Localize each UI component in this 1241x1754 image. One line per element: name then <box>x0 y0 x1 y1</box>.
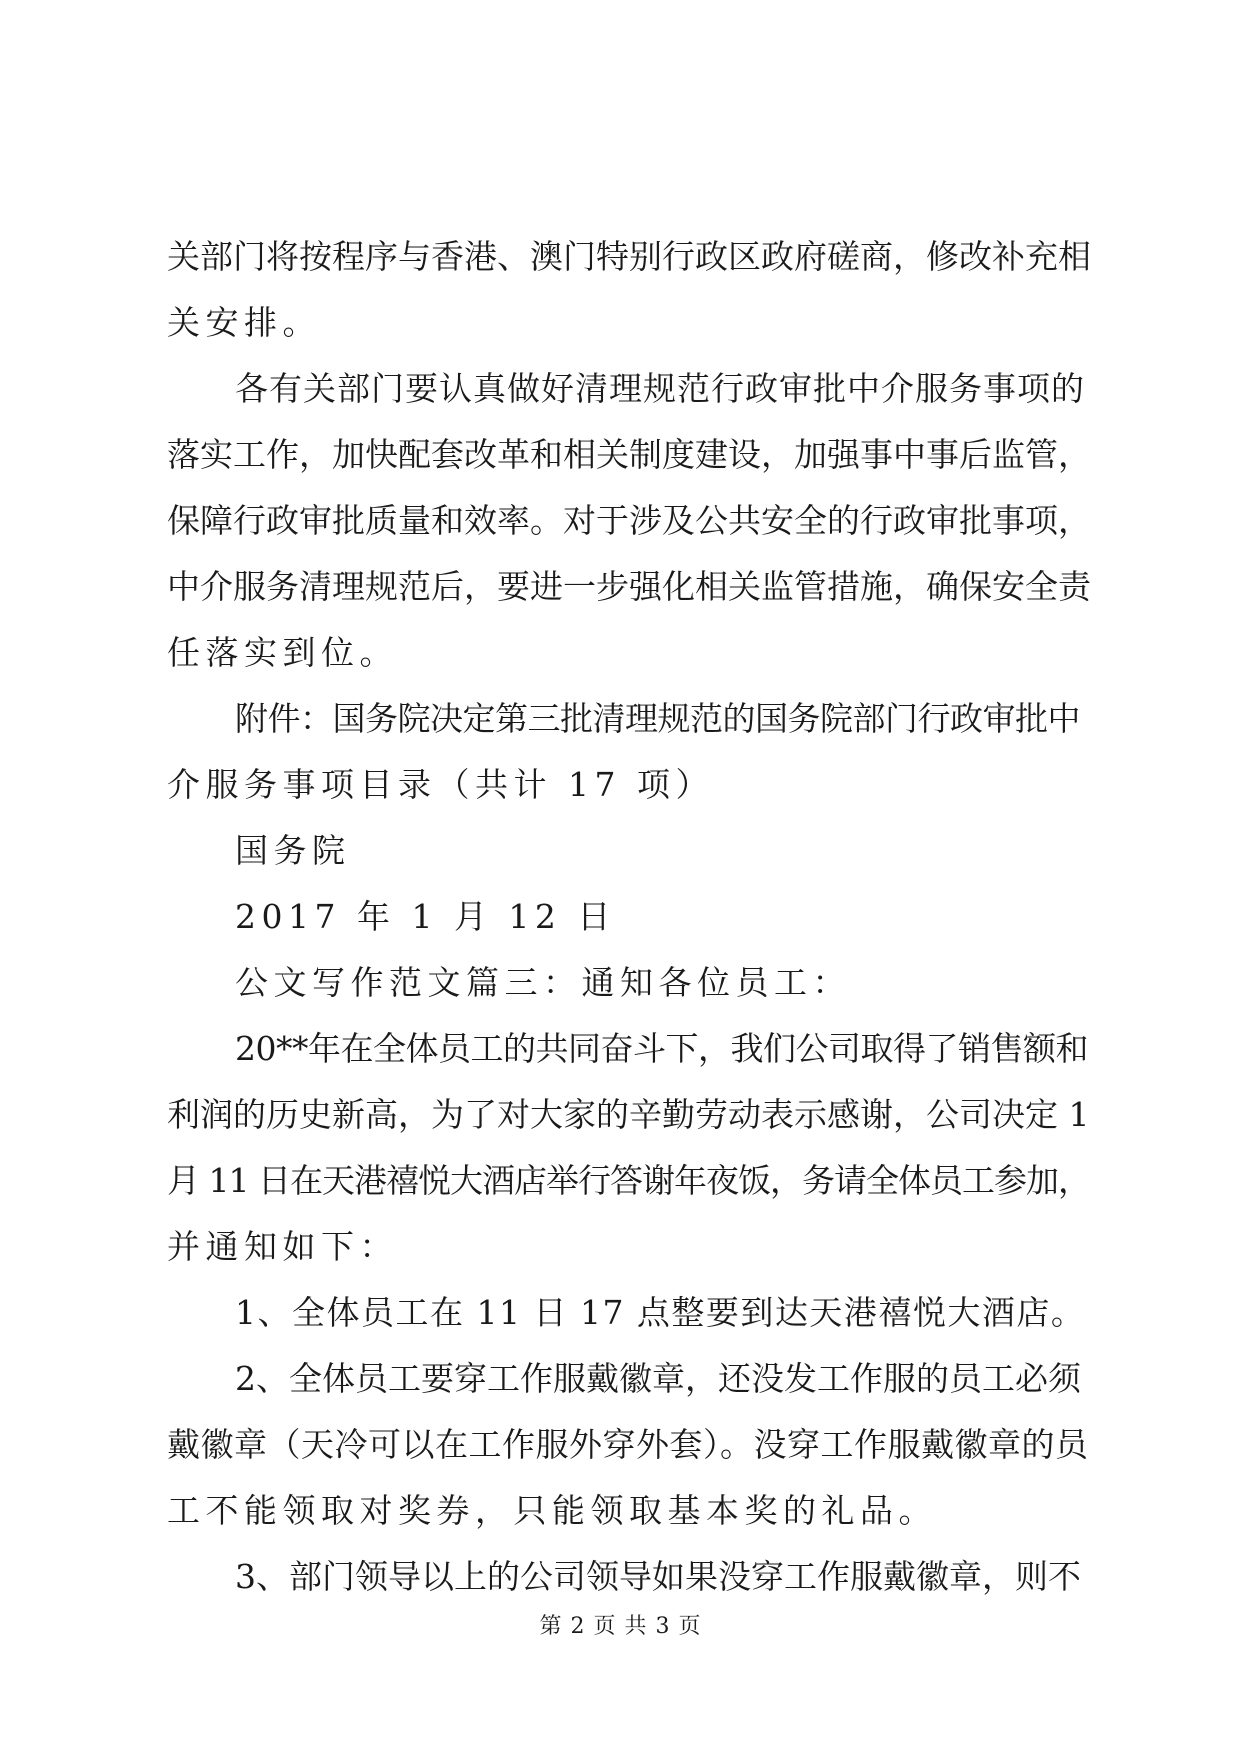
text-line: 月 11 日在天港禧悦大酒店举行答谢年夜饭，务请全体员工参加， <box>167 1161 1090 1200</box>
text-line: 中介服务清理规范后，要进一步强化相关监管措施，确保安全责 <box>167 567 1091 606</box>
document-body <box>167 224 1091 1610</box>
list-item-3: 3、部门领导以上的公司领导如果没穿工作服戴徽章，则不 <box>235 1557 1081 1596</box>
text-line: 戴徽章（天冷可以在工作服外穿外套）。没穿工作服戴徽章的员 <box>167 1425 1089 1464</box>
list-item-1: 1、全体员工在 11 日 17 点整要到达天港禧悦大酒店。 <box>235 1293 1086 1332</box>
text-line: 任落实到位。 <box>167 633 398 672</box>
issuer-line: 国务院 <box>235 831 351 870</box>
page-number-footer: 第 2 页 共 3 页 <box>539 1614 702 1639</box>
text-line: 关部门将按程序与香港、澳门特别行政区政府磋商，修改补充相 <box>167 237 1091 276</box>
text-line: 利润的历史新高，为了对大家的辛勤劳动表示感谢，公司决定 1 <box>167 1095 1090 1134</box>
paragraph-start-line: 各有关部门要认真做好清理规范行政审批中介服务事项的 <box>235 369 1085 408</box>
text-line: 并通知如下： <box>167 1227 398 1266</box>
text-line: 保障行政审批质量和效率。对于涉及公共安全的行政审批事项， <box>167 501 1091 540</box>
text-line: 介服务事项目录（共计 17 项） <box>167 765 714 804</box>
date-line: 2017 年 1 月 12 日 <box>235 897 616 936</box>
attachment-line: 附件：国务院决定第三批清理规范的国务院部门行政审批中 <box>235 699 1080 738</box>
paragraph-start-line: 20**年在全体员工的共同奋斗下，我们公司取得了销售额和 <box>235 1029 1088 1068</box>
list-item-2: 2、全体员工要穿工作服戴徽章，还没发工作服的员工必须 <box>235 1359 1081 1398</box>
section-heading: 公文写作范文篇三：通知各位员工： <box>235 963 851 1002</box>
text-line: 关安排。 <box>167 303 321 342</box>
text-line: 工不能领取对奖券，只能领取基本奖的礼品。 <box>167 1491 937 1530</box>
text-line: 落实工作，加快配套改革和相关制度建设，加强事中事后监管， <box>167 435 1091 474</box>
